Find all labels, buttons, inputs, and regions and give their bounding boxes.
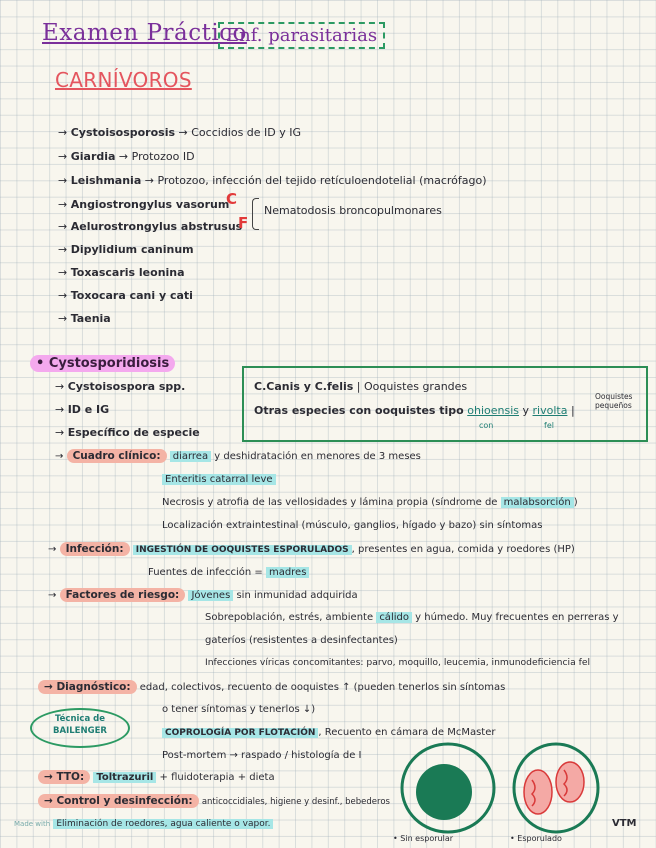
sporulated-label: • Esporulado bbox=[510, 834, 562, 843]
section-title: CARNÍVOROS bbox=[55, 68, 192, 92]
fel-note: fel bbox=[544, 421, 554, 430]
list-item: → Giardia → Protozoo ID bbox=[58, 150, 195, 163]
list-item: → Angiostrongylus vasorum bbox=[58, 198, 230, 211]
diagnosis-row: COPROLOGÍA POR FLOTACIÓN , Recuento en cámara de McMaster bbox=[162, 727, 496, 738]
cysto-heading: • Cystosporidiosis bbox=[30, 352, 175, 371]
sporulated-oocyst-drawing bbox=[506, 740, 606, 836]
author-initials: VTM bbox=[612, 818, 637, 829]
small-oocyst-note: Ooquistes pequeños bbox=[595, 392, 633, 410]
infection-source: Fuentes de infección = madres bbox=[148, 567, 309, 578]
risk-row: Infecciones víricas concomitantes: parvo, moquillo, leucemia, inmunodeficiencia fel bbox=[205, 657, 591, 668]
species-line-1: C.Canis y C.felis | Ooquistes grandes bbox=[254, 380, 468, 393]
canine-mark: C bbox=[226, 190, 238, 208]
feline-mark: F bbox=[238, 214, 249, 232]
clinical-row: Necrosis y atrofia de las vellosidades y lámina propia (síndrome de malabsorción ) bbox=[162, 497, 578, 508]
control-row-2: Made with Eliminación de roedores, agua caliente o vapor. bbox=[14, 818, 273, 829]
list-item: → Taenia bbox=[58, 312, 111, 325]
diagnosis-row: o tener síntomas y tenerlos ↓) bbox=[162, 704, 316, 715]
infection-row: → Infección: INGESTIÓN DE OOQUISTES ESPORULADOS , presentes en agua, comida y roedores (HP) bbox=[48, 543, 575, 555]
unsporulated-oocyst-drawing bbox=[398, 740, 498, 836]
page-title: Examen Práctico bbox=[42, 20, 247, 46]
diagnosis-row: → Diagnóstico: edad, colectivos, recuento de ooquistes ↑ (pueden tenerlos sin síntomas bbox=[38, 681, 505, 693]
clinical-row: Enteritis catarral leve bbox=[162, 474, 276, 485]
treatment-row: → TTO: Toltrazuril + fluidoterapia + dieta bbox=[38, 771, 275, 783]
risk-row: gateríos (resistentes a desinfectantes) bbox=[205, 635, 398, 646]
page-subtitle-box: Enf. parasitarias bbox=[218, 22, 385, 49]
species-line-2: Otras especies con ooquistes tipo ohioensis y rivolta | bbox=[254, 404, 575, 417]
list-item: → Toxascaris leonina bbox=[58, 266, 185, 279]
list-item: → Cystoisosporosis → Coccidios de ID y IG bbox=[58, 126, 302, 139]
cysto-bullet: → Cystoisospora spp. bbox=[55, 380, 186, 393]
cysto-bullet: → ID e IG bbox=[55, 403, 110, 416]
risk-row: Sobrepoblación, estrés, ambiente cálido y húmedo. Muy frecuentes en perreras y bbox=[205, 612, 619, 623]
bracket bbox=[252, 198, 259, 230]
diagnosis-row: Post-mortem → raspado / histología de I bbox=[162, 750, 362, 761]
list-item: → Dipylidium caninum bbox=[58, 243, 194, 256]
unsporulated-label: • Sin esporular bbox=[393, 834, 454, 843]
list-item: → Aelurostrongylus abstrusus bbox=[58, 220, 243, 233]
control-row: → Control y desinfección: anticoccidiales, higiene y desinf., bebederos bbox=[38, 795, 390, 807]
cysto-bullet: → Específico de especie bbox=[55, 426, 200, 439]
clinical-row: → Cuadro clínico: diarrea y deshidratación en menores de 3 meses bbox=[55, 450, 421, 462]
bailenger-label: Técnica de BAILENGER bbox=[53, 714, 107, 736]
list-item: → Toxocara cani y cati bbox=[58, 289, 193, 302]
clinical-row: Localización extraintestinal (músculo, ganglios, hígado y bazo) sin síntomas bbox=[162, 520, 543, 531]
risk-row: → Factores de riesgo: Jóvenes sin inmunidad adquirida bbox=[48, 589, 358, 601]
list-item: → Leishmania → Protozoo, infección del tejido retículoendotelial (macrófago) bbox=[58, 174, 487, 187]
con-note: con bbox=[479, 421, 494, 430]
nematodosis-note: Nematodosis broncopulmonares bbox=[264, 204, 442, 217]
